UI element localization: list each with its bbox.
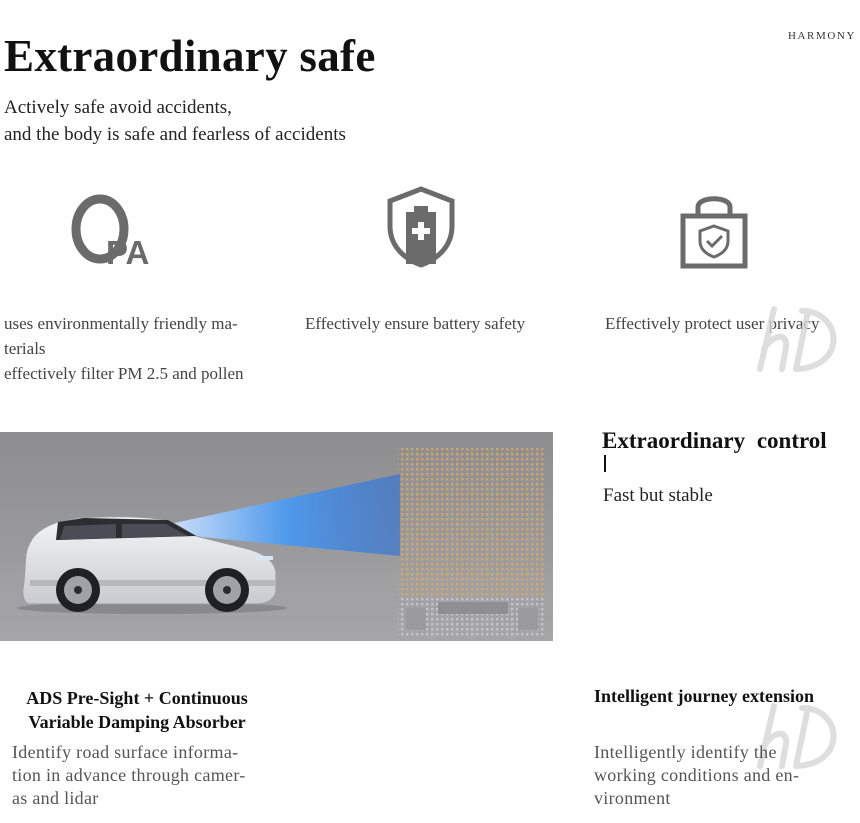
battery-shield-icon — [386, 186, 456, 268]
ads-title-line: ADS Pre-Sight + Continuous — [26, 688, 248, 708]
page-subtitle — [4, 94, 346, 148]
section-subtitle-control: Fast but stable — [603, 485, 713, 506]
ads-line: Identify road surface informa- — [12, 742, 239, 762]
subtitle-line: Actively safe avoid accidents, — [4, 97, 232, 118]
feature-line: Effectively ensure battery safety — [305, 314, 526, 333]
ads-title-line: Variable Damping Absorber — [28, 712, 246, 732]
lock-shield-icon — [680, 190, 748, 270]
subtitle-line: and the body is safe and fearless of accidents — [4, 124, 346, 145]
journey-description — [594, 741, 799, 810]
opa-filter-icon — [70, 192, 166, 268]
ads-line: tion in advance through camer- — [12, 765, 246, 785]
brand-wordmark: HARMONY — [787, 30, 856, 42]
journey-line: working conditions and en- — [594, 765, 800, 785]
car-sensing-illustration — [0, 432, 553, 641]
journey-title: Intelligent journey extension — [594, 686, 814, 706]
ads-line: as and lidar — [12, 788, 99, 808]
feature-line: effectively filter PM 2.5 and pollen — [4, 364, 244, 383]
ads-title — [12, 686, 262, 734]
journey-line: Intelligently identify the — [594, 742, 777, 762]
feature-text-materials — [4, 311, 244, 386]
feature-line: uses environmentally friendly ma- — [4, 314, 238, 333]
hd-watermark-icon — [752, 303, 847, 375]
opa-label: PA — [106, 234, 150, 268]
title-cursor-bar — [604, 455, 606, 472]
ads-description — [12, 741, 246, 810]
feature-line: Effectively protect user privacy — [605, 314, 820, 333]
car-scene-svg — [0, 432, 553, 641]
lidar-dot-matrix — [398, 448, 546, 598]
feature-text-battery — [305, 311, 525, 336]
journey-line: vironment — [594, 788, 671, 808]
section-title-control: Extraordinary control — [602, 428, 827, 453]
page-title: Extraordinary safe — [4, 31, 376, 81]
feature-line: terials — [4, 339, 46, 358]
